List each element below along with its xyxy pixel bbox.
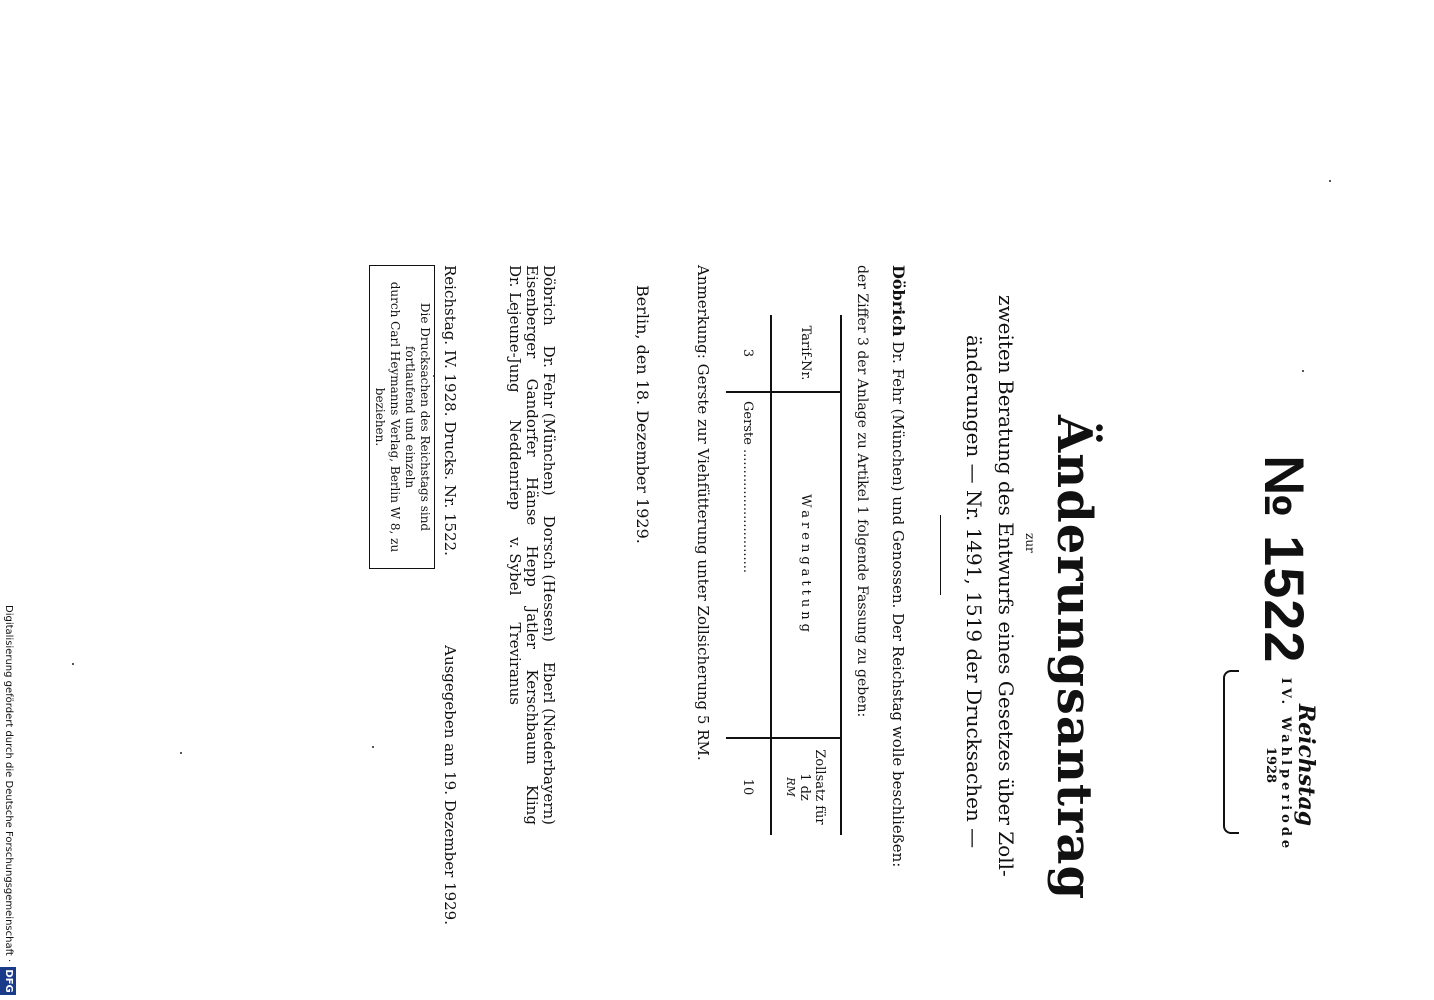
scan-speck [1329,180,1331,182]
table-row [726,315,771,835]
signatory: Hepp [523,545,541,587]
signatory: Dorsch (Hessen) [540,515,558,643]
col-zollsatz-label: Zollsatz für 1 dz [797,749,828,825]
date-line: Berlin, den 18. Dezember 1929. [633,285,652,544]
document-number: № 1522 [1253,455,1316,664]
signatory: Neddenriep [506,419,524,510]
publisher-line-1: Die Drucksachen des Reichstags sind fortlaufend und einzeln [403,302,432,532]
signatory: Kling [523,784,541,825]
header-bracket [1223,670,1239,834]
signatory: Döbrich [540,265,558,326]
funding-text: Digitalisierung gefördert durch die Deutsche Forschungsgemeinschaft [3,605,14,956]
document-page [317,265,1317,965]
signatory: v. Sybel [506,537,524,596]
document-title: Änderungsantrag [1046,415,1102,901]
col-zollsatz-unit: RM [784,777,798,797]
cell-nr: 3 [740,348,756,358]
signatory: Kerschbaum [523,669,541,765]
signatory: Hänse [523,477,541,526]
tariff-table-header [771,315,841,835]
title-connector: zur [1023,533,1037,553]
publisher-notice [369,265,435,569]
intro-text [958,295,1022,935]
signatory-row [506,265,523,705]
chamber-name: Reichstag [1293,703,1319,827]
footer-print-info: Reichstag. IV. 1928. Drucks. Nr. 1522. [441,265,459,556]
signatory-row [523,265,540,825]
cell-satz: 10 [726,738,771,835]
cell-ware: Gerste .............................. [726,392,771,738]
funding-credit: Digitalisierung gefördert durch die Deutsche Forschungsgemeinschaft · DFG [0,605,16,990]
election-period: IV. Wahlperiode [1278,677,1293,853]
scan-speck [433,375,435,377]
scan-speck [1302,370,1304,372]
col-tarif-nr: Tarif-Nr. [798,325,814,381]
dfg-logo: DFG [0,967,16,994]
period-year: 1928 [1263,746,1278,784]
signatory: Treviranus [506,622,524,705]
footer-issue-date: Ausgegeben am 19. Dezember 1929. [441,645,459,925]
signatory: Eisenberger [523,265,541,359]
scan-speck [72,663,74,665]
motion-text [889,265,907,905]
proposer-name: Döbrich [889,265,908,337]
footer [441,265,459,925]
col-warengattung: Warengattung [771,392,841,738]
section-divider [940,515,941,595]
signatory: Dr. Fehr (München) [540,345,558,496]
scan-speck [372,746,374,748]
publisher-line-2: durch Carl Heymanns Verlag, Berlin W 8, zu beziehen. [373,281,402,553]
motion-instruction: der Ziffer 3 der Anlage zu Artikel 1 folgende Fassung zu geben: [854,265,870,718]
signatory: Eberl (Niederbayern) [540,661,558,825]
tariff-table [726,315,842,835]
signatory: Dr. Lejeune-Jung [506,265,524,393]
col-zollsatz [771,738,841,835]
intro-line-1: zweiten Beratung des Entwurfs eines Gesetzes über Zoll- [994,295,1018,877]
signatory: Gandorfer [523,378,541,457]
signatory-row [540,265,557,825]
signatory: Jatler [523,607,541,650]
intro-line-2: änderungen — Nr. 1491, 1519 der Drucksachen — [962,335,986,849]
signatories [506,265,557,825]
reichstag-header [1263,665,1319,865]
annotation-note: Anmerkung: Gerste zur Viehfütterung unter Zollsicherung 5 RM. [694,265,712,761]
motion-body: Dr. Fehr (München) und Genossen. Der Reichstag wolle beschließen: [889,341,907,868]
scan-speck [180,752,182,754]
